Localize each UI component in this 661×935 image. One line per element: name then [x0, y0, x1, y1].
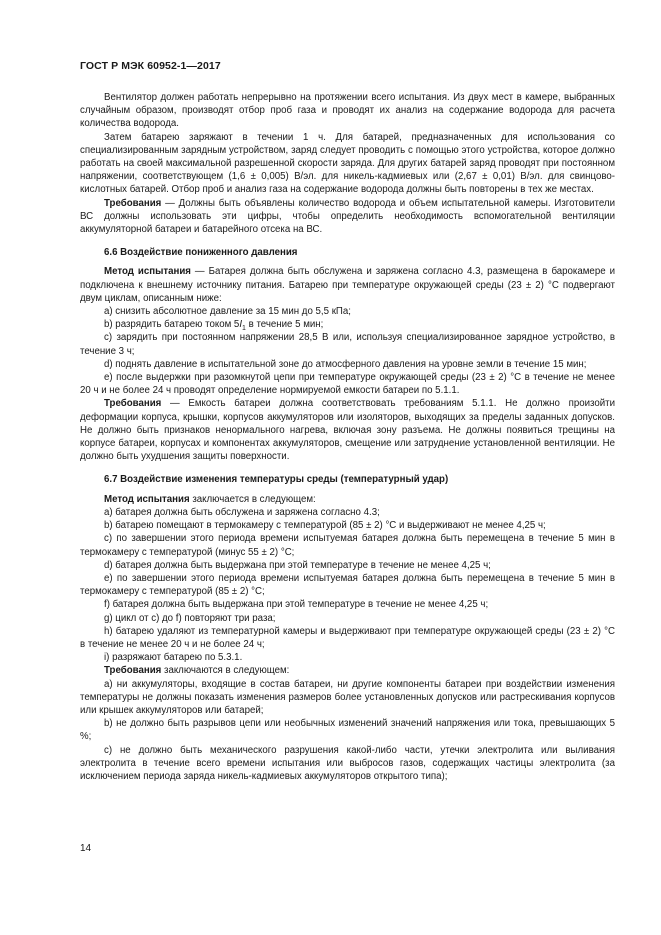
section-heading-6-7: 6.7 Воздействие изменения температуры среды (температурный удар)	[104, 474, 449, 486]
list-item: b) батарею помещают в термокамеру с температурой (85 ± 2) °С и выдерживают не менее 4,25 ч;	[104, 520, 546, 532]
standard-header: ГОСТ Р МЭК 60952-1—2017	[80, 60, 221, 72]
list-item: b) не должно быть разрывов цепи или необычных изменений значений напряжения или тока, превышающих 5 %;	[80, 718, 615, 743]
list-item	[80, 318, 615, 331]
paragraph: Затем батарею заряжают в течении 1 ч. Для батарей, предназначенных для использования со специализированным зарядным устройством, заряд следует проводить с помощью этого устройства, которое должно работать на своей максимальной разрешенной скорости заряда. Для других батарей заряд проводят при постоянном напряжении, соответствующем (1,6 ± 0,005) В/эл. для никель-кадмиевых или (2,67 ± 0,01) В/эл. для свинцово-кислотных батарей. Отбор проб и анализ газа на содержание водорода должны быть повторены в тех же местах.	[80, 131, 615, 196]
method-label: Метод испытания	[104, 493, 190, 505]
list-item: e) после выдержки при разомкнутой цепи при температуре окружающей среды (23 ± 2) °С в течение не менее 20 ч и не более 24 ч проводят определение нормируемой емкости батареи по 5.1.1.	[80, 372, 615, 397]
requirements-text: заключаются в следующем:	[161, 665, 290, 677]
list-item: c) зарядить при постоянном напряжении 28,5 В или, используя специализированное зарядное устройство, в течение 3 ч;	[80, 332, 615, 357]
list-item: d) поднять давление в испытательной зоне до атмосферного давления на уровне земли в течение 15 мин;	[104, 358, 587, 370]
requirements-paragraph	[80, 664, 615, 677]
list-item: а) ни аккумуляторы, входящие в состав батареи, ни другие компоненты батареи при воздействии изменения температуры не должны показать изменения размеров более установленных допусков или растрескивания корпусов или крышек аккумуляторов или батарей;	[80, 678, 615, 716]
list-item: g) цикл от с) до f) повторяют три раза;	[104, 612, 276, 624]
list-item: d) батарея должна быть выдержана при этой температуре в течение не менее 4,25 ч;	[104, 559, 491, 571]
method-paragraph	[80, 493, 615, 506]
requirements-label: Требования	[104, 665, 162, 677]
page-number: 14	[80, 843, 92, 854]
method-label: Метод испытания	[104, 266, 191, 278]
requirements-label: Требования	[104, 398, 162, 410]
section-heading-6-6: 6.6 Воздействие пониженного давления	[104, 247, 298, 259]
requirements-text: — Должны быть объявлены количество водорода и объем испытательной камеры. Изготовители ВС должны использовать эти цифры, чтобы определить необходимость вспомогательной вентиляции аккумуляторной батареи и батарейного отсека на ВС.	[80, 197, 615, 236]
method-text: — Батарея должна быть обслужена и заряжена согласно 4.3, размещена в барокамере и подключена к внешнему источнику питания. Батарею при температуре окружающей среды (23 ± 2) °С подвергают двум циклам, описанным ниже:	[80, 266, 615, 304]
list-item-text: в течение 5 мин;	[245, 319, 324, 331]
requirements-paragraph	[80, 397, 615, 463]
method-paragraph	[80, 265, 615, 305]
document-body	[80, 91, 615, 783]
requirements-paragraph	[80, 197, 615, 237]
list-item: e) по завершении этого периода времени испытуемая батарея должна быть перемещена в течение 5 мин в термокамеру с температурой (85 ± 2) °С;	[80, 572, 615, 598]
list-item: a) батарея должна быть обслужена и заряжена согласно 4.3;	[104, 506, 380, 518]
current-symbol: I	[239, 319, 243, 331]
list-item: c) не должно быть механического разрушения какой-либо части, утечки электролита или выливания электролита в течение всего времени испытания или выбросов газов, содержащих частицы электролита (за исключением периода заряда никель-кадмиевых аккумуляторов открытого типа);	[80, 744, 615, 782]
requirements-label: Требования	[104, 197, 162, 209]
method-text: заключается в следующем:	[189, 493, 316, 505]
current-subscript: 1	[242, 325, 246, 333]
list-item: h) батарею удаляют из температурной камеры и выдерживают при температуре окружающей среды (23 ± 2) °С в течение не менее 20 ч и не более 24 ч;	[80, 625, 615, 650]
list-item: a) снизить абсолютное давление за 15 мин до 5,5 кПа;	[104, 306, 351, 318]
list-item: c) по завершении этого периода времени испытуемая батарея должна быть перемещена в течение 5 мин в термокамеру с температурой (минус 55 ± 2) °С;	[80, 533, 615, 558]
paragraph: Вентилятор должен работать непрерывно на протяжении всего испытания. Из двух мест в камере, выбранных случайным образом, производят отбор проб газа и проводят их анализ на содержание водорода для расчета количества водорода.	[80, 92, 615, 130]
list-item: i) разряжают батарею по 5.3.1.	[104, 652, 243, 664]
requirements-text: — Емкость батареи должна соответствовать требованиям 5.1.1. Не должно произойти деформации корпуса, крышки, корпусов аккумуляторов или изоляторов, выходящих за пределы заданных допусков. Не должно быть признаков ненормального нагрева, включая зону разъема. Не должны появиться трещины на корпусе батареи, корпусах и компонентах аккумуляторов, смещение или затруднение установленной вентиляции. Не должно быть ухудшения защиты поверхности.	[80, 398, 615, 463]
list-item: f) батарея должна быть выдержана при этой температуре в течение не менее 4,25 ч;	[104, 599, 489, 611]
list-item-text: b) разрядить батарею током 5	[104, 319, 240, 331]
